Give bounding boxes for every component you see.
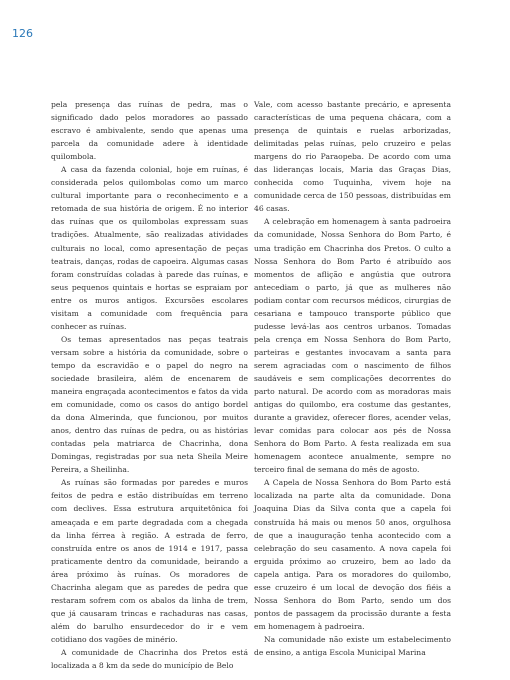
paragraph: As ruínas são formadas por paredes e muros feitos de pedra e estão distribuídas em terreno com declives. Essa estrutura arquitetônica foi ameaçada e em parte degradada com a chegada da linha férrea à região. A estrada de ferro, construída entre os anos de 1914 e 1917, passa praticamente dentro da comunidade, beirando a área próximo às ruínas. Os moradores de Chacrinha alegam que as paredes de pedra que restaram sofrem com os abalos da linha de trem, que já causaram trincas e rachaduras nas casas, além do barulho ensurdecedor do ir e vem cotidiano dos vagões de minério. [51,478,248,644]
page-number: 126 [12,27,33,40]
paragraph: Na comunidade não existe um estabelecimento de ensino, a antiga Escola Municipal Marina [254,634,451,657]
right-column [254,98,451,659]
paragraph: A Capela de Nossa Senhora do Bom Parto está localizada na parte alta da comunidade. Dona Joaquina Dias da Silva conta que a capela foi construída há mais ou menos 50 anos, orgulhosa de que a inauguração tenha acontecido com a celebração do seu casamento. A nova capela foi erguida próximo ao cruzeiro, bem ao lado da capela antiga. Para os moradores do quilombo, esse cruzeiro é um local de devoção dos fiéis a Nossa Senhora do Bom Parto, sendo um dos pontos de passagem da procissão durante a festa em homenagem à padroeira. [254,478,451,631]
paragraph: A casa da fazenda colonial, hoje em ruínas, é considerada pelos quilombolas como um marco cultural importante para o reconhecimento e a retomada de sua história de origem. É no interior das ruínas que os quilombolas expressam suas tradições. Atualmente, são realizadas atividades culturais no local, como apresentação de peças teatrais, danças, rodas de capoeira. Algumas casas foram construídas coladas à parede das ruínas, e seus pequenos quintais e hortas se espraiam por entre os muros antigos. Excursões escolares visitam a comunidade com frequência para conhecer as ruínas. [51,165,248,331]
paragraph: A comunidade de Chacrinha dos Pretos está localizada a 8 km da sede do município de Belo [51,647,248,671]
left-column [51,98,248,672]
paragraph: Vale, com acesso bastante precário, e apresenta características de uma pequena chácara, com a presença de quintais e ruelas arborizadas, delimitadas pelas ruínas, pelo cruzeiro e pelas margens do rio Paraopeba. De acordo com uma das lideranças locais, Maria das Graças Dias, conhecida como Tuquinha, vivem hoje na comunidade cerca de 150 pessoas, distribuídas em 46 casas. [254,100,451,214]
paragraph: A celebração em homenagem à santa padroeira da comunidade, Nossa Senhora do Bom Parto, é uma tradição em Chacrinha dos Pretos. O culto a Nossa Senhora do Bom Parto é atribuído aos momentos de aflição e angústia que outrora antecediam o parto, já que as mulheres não podiam contar com recursos médicos, cirurgias de cesariana e tampouco transporte público que pudesse levá-las aos centros urbanos. Tomadas pela crença em Nossa Senhora do Bom Parto, parteiras e gestantes invocavam a santa para serem agraciadas com o nascimento de filhos saudáveis e sem complicações decorrentes do parto natural. De acordo com as moradoras mais antigas do quilombo, era costume das gestantes, durante a gravidez, oferecer flores, acender velas, levar comidas para colocar aos pés de Nossa Senhora do Bom Parto. A festa realizada em sua homenagem acontece anualmente, sempre no terceiro final de semana do mês de agosto. [254,217,451,475]
paragraph: Os temas apresentados nas peças teatrais versam sobre a história da comunidade, sobre o tempo da escravidão e o papel do negro na sociedade brasileira, além de encenarem de maneira engraçada acontecimentos e fatos da vida em comunidade, como os casos do antigo bordel da dona Almerinda, que funcionou, por muitos anos, dentro das ruínas de pedra, ou as histórias contadas pela matriarca de Chacrinha, dona Domingas, registradas por sua neta Sheila Meire Pereira, a Sheilinha. [51,334,248,475]
paragraph: pela presença das ruínas de pedra, mas o significado dado pelos moradores ao passado escravo é ambivalente, sendo que apenas uma parcela da comunidade adere à identidade quilombola. [51,100,248,162]
